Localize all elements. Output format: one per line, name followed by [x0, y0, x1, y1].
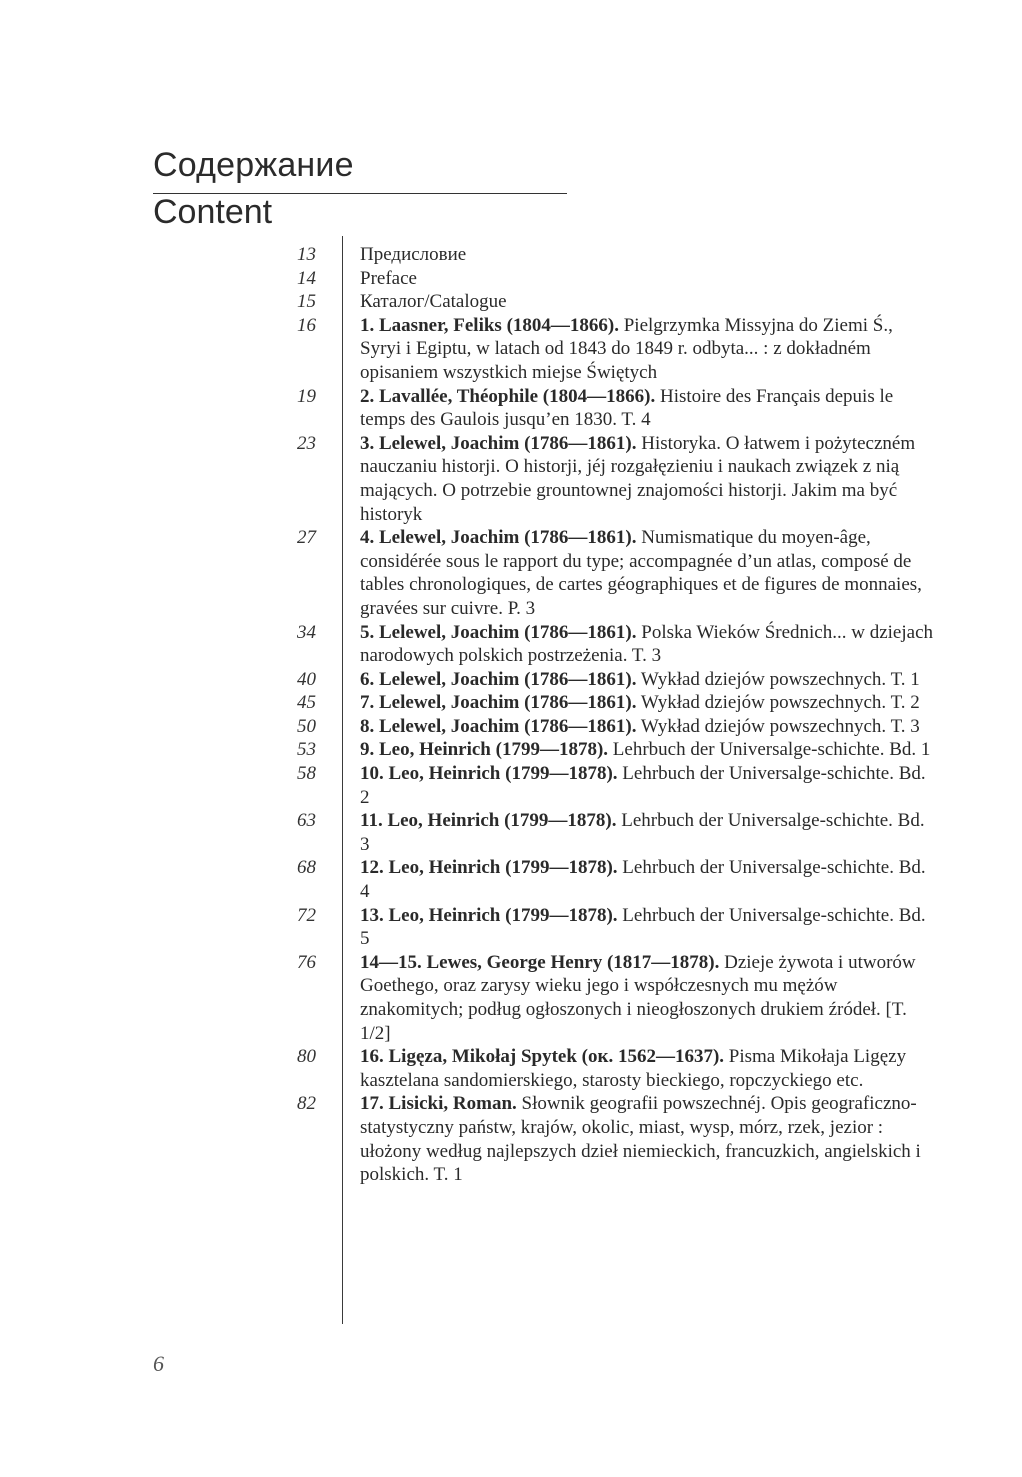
toc-entry-author: 8. Lelewel, Joachim (1786—1861).: [360, 715, 637, 737]
toc-entry-title: Каталог/Catalogue: [360, 291, 507, 313]
toc-page-number: 27: [297, 527, 316, 549]
toc-page-number: 72: [297, 904, 316, 926]
toc-entry-title: Lehrbuch der Universalge-schichte. Bd. 3: [360, 810, 925, 855]
toc-page-number: 58: [297, 763, 316, 785]
toc-page-number: 34: [297, 621, 316, 643]
toc-entry[interactable]: [0, 290, 1022, 314]
toc-entry-author: 7. Lelewel, Joachim (1786—1861).: [360, 692, 637, 714]
toc-page-number: 19: [297, 385, 316, 407]
toc-entry-text: [360, 1092, 935, 1186]
toc-entry[interactable]: [0, 243, 1022, 267]
toc-entry[interactable]: [0, 432, 1022, 526]
toc-entry-title: Wykład dziejów powszechnych. T. 2: [636, 692, 920, 714]
toc-page-number: 80: [297, 1046, 316, 1068]
toc-entry-text: [360, 951, 935, 1045]
toc-entry-title: Preface: [360, 267, 417, 289]
toc-entry[interactable]: [0, 762, 1022, 809]
toc-page-number: 53: [297, 739, 316, 761]
toc-entry-title: Предисловие: [360, 244, 467, 265]
table-of-contents: [0, 243, 1022, 1187]
toc-page-number: 13: [297, 244, 316, 265]
toc-entry-title: Polska Wieków Średnich... w dziejach narodowych polskich postrzeżenia. T. 3: [360, 621, 934, 667]
toc-entry-text: [360, 715, 935, 739]
toc-entry-author: 6. Lelewel, Joachim (1786—1861).: [360, 668, 637, 690]
toc-entry-text: [360, 267, 935, 291]
toc-entry[interactable]: [0, 621, 1022, 668]
toc-entry-text: [360, 856, 935, 903]
toc-entry-title: Lehrbuch der Universalge-schichte. Bd. 1: [608, 739, 931, 761]
toc-page-number: 50: [297, 715, 316, 737]
page-title-english: Content: [153, 193, 273, 231]
toc-entry-author: 14—15. Lewes, George Henry (1817—1878).: [360, 951, 720, 973]
toc-entry-author: 11. Leo, Heinrich (1799—1878).: [360, 810, 617, 832]
toc-entry-text: [360, 432, 935, 526]
toc-entry-text: [360, 526, 935, 620]
toc-entry-text: [360, 243, 935, 267]
toc-entry-text: [360, 668, 935, 692]
toc-entry-author: 5. Lelewel, Joachim (1786—1861).: [360, 621, 637, 643]
toc-entry-title: Słownik geografii powszechnéj. Opis geograficzno-statystyczny państw, krajów, okolic, miast, wysp, mórz, rzek, jezior : ułożony według najlepszych dzieł niemieckich, francuzkich, angielskich i polskich. T. 1: [360, 1093, 921, 1186]
toc-page-number: 76: [297, 951, 316, 973]
toc-entry-title: Lehrbuch der Universalge-schichte. Bd. 2: [360, 763, 926, 808]
toc-entry-text: [360, 691, 935, 715]
toc-page-number: 68: [297, 857, 316, 879]
toc-entry-title: Dzieje żywota i utworów Goethego, oraz zarysy wieku jego i współczesnych mu mężów znakomitych; podług ogłoszonych i nieogłoszonych drukiem źródeł. [T. 1/2]: [360, 951, 916, 1044]
toc-entry[interactable]: [0, 385, 1022, 432]
toc-entry[interactable]: [0, 856, 1022, 903]
toc-entry-text: [360, 738, 935, 762]
toc-entry[interactable]: [0, 526, 1022, 620]
toc-entry[interactable]: [0, 668, 1022, 692]
toc-entry[interactable]: [0, 691, 1022, 715]
toc-entry[interactable]: [0, 1045, 1022, 1092]
toc-entry-author: 10. Leo, Heinrich (1799—1878).: [360, 763, 618, 785]
toc-page-number: 14: [297, 267, 316, 289]
toc-entry-title: Pisma Mikołaja Ligęzy kasztelana sandomierskiego, starosty bieckiego, ropczyckiego etc.: [360, 1046, 907, 1091]
toc-entry-title: Wykład dziejów powszechnych. T. 1: [636, 668, 920, 690]
toc-entry-text: [360, 385, 935, 432]
toc-entry-text: [360, 1045, 935, 1092]
toc-page-number: 45: [297, 692, 316, 714]
toc-entry-author: 2. Lavallée, Théophile (1804—1866).: [360, 385, 656, 407]
toc-page-number: 15: [297, 291, 316, 313]
toc-entry-title: Lehrbuch der Universalge-schichte. Bd. 4: [360, 857, 926, 903]
toc-entry-text: [360, 809, 935, 856]
toc-page-number: 40: [297, 668, 316, 690]
toc-entry-author: 16. Ligęza, Mikołaj Spytek (ок. 1562—1637).: [360, 1046, 725, 1068]
page-title-russian: Содержание: [153, 146, 354, 184]
toc-entry-title: Wykład dziejów powszechnych. T. 3: [636, 715, 920, 737]
toc-entry[interactable]: [0, 738, 1022, 762]
toc-entry-author: 17. Lisicki, Roman.: [360, 1093, 517, 1115]
toc-page-number: 23: [297, 432, 316, 454]
toc-entry-author: 3. Lelewel, Joachim (1786—1861).: [360, 432, 637, 454]
page-folio-number: 6: [153, 1351, 164, 1376]
toc-entry[interactable]: [0, 715, 1022, 739]
toc-entry[interactable]: [0, 267, 1022, 291]
toc-entry-title: Pielgrzymka Missyjna do Ziemi Ś., Syryi i Egiptu, w latach od 1843 do 1849 r. odbyta... : z dokładném opisaniem wszystkich miejse Świętych: [360, 314, 893, 383]
toc-entry[interactable]: [0, 314, 1022, 385]
toc-entry[interactable]: [0, 904, 1022, 951]
toc-entry[interactable]: [0, 809, 1022, 856]
toc-page-number: 82: [297, 1093, 316, 1115]
toc-entry-author: 4. Lelewel, Joachim (1786—1861).: [360, 527, 637, 549]
toc-entry-text: [360, 290, 935, 314]
toc-entry-text: [360, 762, 935, 809]
toc-entry-author: 9. Leo, Heinrich (1799—1878).: [360, 739, 609, 761]
toc-entry-author: 12. Leo, Heinrich (1799—1878).: [360, 857, 618, 879]
toc-page-number: 16: [297, 314, 316, 336]
toc-entry-author: 13. Leo, Heinrich (1799—1878).: [360, 904, 618, 926]
toc-entry[interactable]: [0, 951, 1022, 1045]
toc-entry-title: Histoire des Français depuis le temps des Gaulois jusqu’en 1830. T. 4: [360, 385, 894, 431]
toc-entry-text: [360, 314, 935, 385]
toc-entry-title: Lehrbuch der Universalge-schichte. Bd. 5: [360, 904, 926, 950]
toc-entry-title: Historyka. O łatwem i pożyteczném nauczaniu historji. O historji, jéj rozgałęzieniu i naukach związek z nią mających. O potrzebie grountownej znajomości historji. Jakim ma być historyk: [360, 432, 916, 525]
toc-page-number: 63: [297, 810, 316, 832]
toc-entry-title: Numismatique du moyen-âge, considérée sous le rapport du type; accompagnée d’un atlas, composé de tables chronologiques, de cartes géographiques et de figures de monnaies, gravées sur cuivre. P. 3: [360, 527, 922, 619]
toc-entry-text: [360, 904, 935, 951]
toc-entry-text: [360, 621, 935, 668]
toc-entry-author: 1. Laasner, Feliks (1804—1866).: [360, 314, 619, 336]
toc-entry[interactable]: [0, 1092, 1022, 1186]
